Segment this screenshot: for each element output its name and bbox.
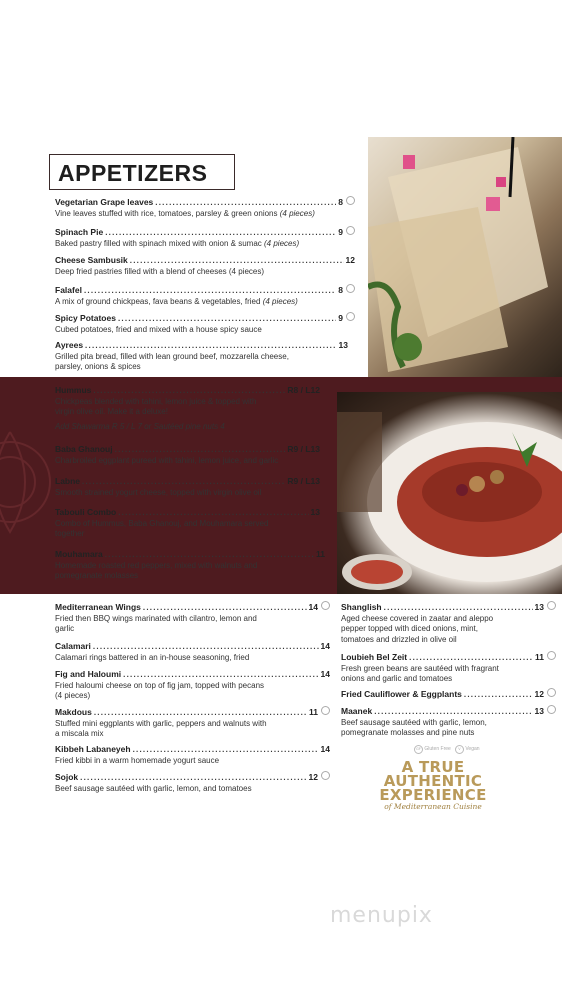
item-price: 12 (308, 772, 318, 782)
item-price: 14 (308, 602, 318, 612)
section-title-box (49, 154, 235, 190)
item-price: 11 (309, 707, 318, 717)
leader-dots (118, 508, 308, 519)
vegan-icon (346, 284, 355, 293)
item-extra: Add Shawarma R 5 / L 7 or Sautéed pine nuts 4 (55, 421, 225, 431)
leader-dots (155, 198, 336, 209)
menu-item-sojok (55, 771, 330, 794)
item-desc: Stuffed mini eggplants with garlic, peppers and walnuts with (55, 718, 267, 728)
vegan-icon (346, 226, 355, 235)
leader-dots (123, 670, 318, 681)
leader-dots (94, 708, 307, 719)
item-price: R9 / L13 (287, 476, 320, 486)
item-name: Kibbeh Labaneyeh (55, 744, 131, 754)
item-price: R8 / L12 (287, 385, 320, 395)
item-price: 13 (338, 340, 348, 350)
watermark: menupix (330, 903, 433, 928)
menu-item-shanglish (341, 601, 556, 645)
item-name: Spicy Potatoes (55, 313, 116, 323)
item-desc-line2: together (55, 529, 85, 538)
food-photo-pastry (368, 137, 562, 377)
food-photo-dips (337, 392, 562, 594)
leader-dots (84, 286, 336, 297)
leader-dots (115, 445, 286, 456)
menu-item-mediterranean-wings (55, 601, 330, 635)
menu-item-tabouli-combo (55, 507, 320, 540)
leader-dots (133, 745, 319, 756)
item-desc: Smooth strained yogurt cheese, topped with virgin olive oil (55, 487, 262, 497)
item-desc-line2: virgin olive oil. Make it a deluxe! (55, 407, 168, 416)
item-note: (4 pieces) (279, 208, 315, 218)
item-note: (4 pieces) (264, 238, 300, 248)
menu-item-mouhamara (55, 549, 325, 582)
item-desc-line2: a miscala mix (55, 729, 104, 738)
dips-illustration (337, 392, 562, 594)
item-name: Vegetarian Grape leaves (55, 197, 154, 207)
item-desc: Homemade roasted red peppers, mixed with walnuts and (55, 560, 258, 570)
leader-dots (374, 707, 532, 718)
item-price: 12 (345, 255, 355, 265)
item-desc-line2: pepper topped with diced onions, mint, (341, 624, 478, 633)
leader-dots (93, 642, 319, 653)
vegan-icon (547, 651, 556, 660)
item-desc-line2: pomegranate molasses and pine nuts (341, 728, 475, 737)
leader-dots (130, 256, 344, 267)
menu-item-makdous (55, 706, 330, 740)
gluten-free-icon (547, 601, 556, 610)
item-desc: Deep fried pastries filled with a blend of cheeses (4 pieces) (55, 266, 264, 276)
item-desc: Combo of Hummus, Baba Ghanouj, and Mouhamara served (55, 518, 269, 528)
leader-dots (80, 773, 306, 784)
item-name: Tabouli Combo (55, 507, 117, 517)
leader-dots (85, 341, 336, 352)
item-price: 14 (320, 669, 330, 679)
item-desc: Fried kibbi in a warm homemade yogurt sauce (55, 755, 220, 765)
item-name: Loubieh Bel Zeit (341, 652, 408, 662)
item-name: Spinach Pie (55, 227, 104, 237)
item-name: Ayrees (55, 340, 84, 350)
slogan-line2: AUTHENTIC (383, 772, 483, 790)
item-name: Hummus (55, 385, 92, 395)
item-desc: Aged cheese covered in zaatar and aleppo (341, 613, 494, 623)
item-price: 8 (338, 197, 343, 207)
gluten-free-icon (346, 196, 355, 205)
gluten-free-icon (547, 705, 556, 714)
item-desc: Fried haloumi cheese on top of fig jam, topped with pecans (55, 680, 265, 690)
menu-item-calamari (55, 641, 330, 663)
item-name: Falafel (55, 285, 82, 295)
item-price: 14 (320, 641, 330, 651)
item-name: Fig and Haloumi (55, 669, 122, 679)
item-desc-line2: pomegranate molasses (55, 571, 139, 580)
item-name: Cheese Sambusik (55, 255, 128, 265)
item-name: Maanek (341, 706, 373, 716)
dietary-legend (414, 745, 480, 754)
vegan-icon (346, 312, 355, 321)
item-desc: Fresh green beans are sautéed with fragrant (341, 663, 499, 673)
leader-dots (409, 653, 533, 664)
item-note: (4 pieces) (262, 296, 298, 306)
item-desc-line2: onions and garlic and tomatoes (341, 674, 453, 683)
menu-item-fig-haloumi (55, 669, 330, 702)
item-desc: Beef sausage sautéed with garlic, lemon, (341, 717, 487, 727)
vegan-icon (547, 688, 556, 697)
menu-item-fried-cauliflower (341, 688, 556, 701)
item-desc: Grilled pita bread, filled with lean ground beef, mozzarella cheese, (55, 351, 289, 361)
leader-dots (93, 386, 285, 397)
menu-item-hummus (55, 385, 320, 432)
item-price: 13 (534, 706, 544, 716)
slogan-line3: EXPERIENCE (379, 786, 487, 804)
vegan-icon (321, 706, 330, 715)
gluten-free-icon: GF (414, 745, 423, 754)
menu-item-maanek (341, 705, 556, 739)
menu-item-loubieh-bel-zeit (341, 651, 556, 685)
menu-item-kibbeh-labaneyeh (55, 744, 330, 766)
leader-dots (384, 603, 533, 614)
item-name: Sojok (55, 772, 79, 782)
item-desc: Chickpeas blended with tahini, lemon juice & topped with (55, 396, 257, 406)
vegan-label: Vegan (465, 746, 480, 752)
item-desc: Beef sausage sautéed with garlic, lemon, and tomatoes (55, 783, 252, 793)
item-name: Labne (55, 476, 81, 486)
gluten-free-icon (321, 601, 330, 610)
leader-dots (118, 314, 336, 325)
item-name: Mouhamara (55, 549, 103, 559)
item-price: 11 (535, 652, 544, 662)
item-desc: Cubed potatoes, fried and mixed with a house spicy sauce (55, 324, 262, 334)
item-desc: A mix of ground chickpeas, fava beans & vegetables, fried (55, 296, 261, 306)
menu-item-baba-ghanouj (55, 444, 320, 466)
item-name: Fried Cauliflower & Eggplants (341, 689, 462, 699)
item-price: 12 (534, 689, 544, 699)
item-price: 13 (534, 602, 544, 612)
item-name: Shanglish (341, 602, 382, 612)
menu-item-labne (55, 476, 320, 498)
item-desc: Calamari rings battered in an in-house seasoning, fried (55, 652, 250, 662)
item-desc-line2: parsley, onions & spices (55, 362, 141, 371)
menu-item-spinach-pie (55, 226, 355, 249)
menu-item-grape-leaves (55, 196, 355, 219)
item-desc: Vine leaves stuffed with rice, tomatoes, parsley & green onions (55, 208, 278, 218)
vegan-icon: V (455, 745, 464, 754)
item-desc-line3: tomatoes and drizzled in olive oil (341, 634, 457, 644)
ornament-icon (0, 377, 60, 594)
slogan (368, 760, 498, 811)
leader-dots (105, 550, 314, 561)
item-name: Baba Ghanouj (55, 444, 113, 454)
menu-item-cheese-sambusik (55, 255, 355, 277)
item-price: 9 (338, 227, 343, 237)
slogan-line1: A TRUE (401, 758, 465, 776)
item-desc: Fried then BBQ wings marinated with cilantro, lemon and (55, 613, 257, 623)
item-name: Mediterranean Wings (55, 602, 141, 612)
item-price: 9 (338, 313, 343, 323)
item-name: Makdous (55, 707, 92, 717)
leader-dots (143, 603, 307, 614)
leader-dots (464, 690, 533, 701)
leader-dots (82, 477, 285, 488)
item-desc-line2: garlic (55, 624, 75, 633)
menu-item-falafel (55, 284, 355, 307)
item-price: 14 (320, 744, 330, 754)
gluten-free-icon (321, 771, 330, 780)
item-price: 13 (310, 507, 320, 517)
section-title: APPETIZERS (58, 160, 208, 186)
pastry-illustration (368, 137, 562, 377)
item-desc: Charbroiled eggplant pureed with tahini, lemon juice, and garlic (55, 455, 279, 465)
item-desc-line2: (4 pieces) (55, 691, 91, 700)
item-price: 8 (338, 285, 343, 295)
slogan-sub: of Mediterranean Cuisine (384, 802, 482, 811)
menu-item-ayrees (55, 340, 348, 373)
item-name: Calamari (55, 641, 91, 651)
item-price: R9 / L13 (287, 444, 320, 454)
leader-dots (105, 228, 336, 239)
gluten-free-label: Gluten Free (424, 746, 451, 752)
item-price: 11 (316, 549, 325, 559)
item-desc: Baked pastry filled with spinach mixed with onion & sumac (55, 238, 262, 248)
menu-item-spicy-potatoes (55, 312, 355, 335)
